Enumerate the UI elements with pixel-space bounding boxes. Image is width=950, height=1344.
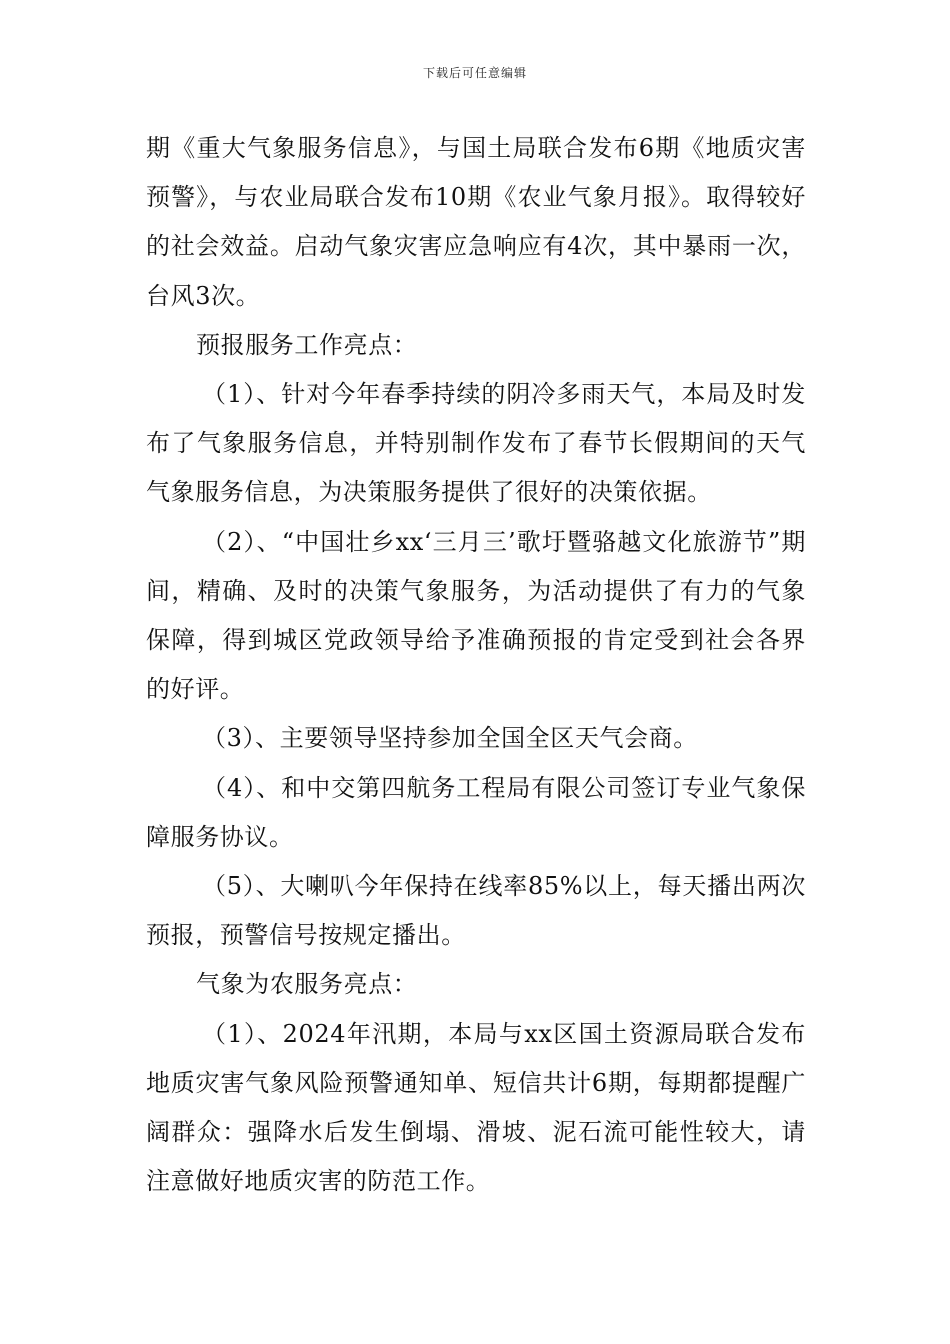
forecast-item-5: （5）、大喇叭今年保持在线率85%以上，每天播出两次预报，预警信号按规定播出。 bbox=[146, 872, 806, 950]
page-header: 下载后可任意编辑 bbox=[422, 66, 527, 80]
section-heading-forecast-highlights: 预报服务工作亮点： bbox=[196, 330, 418, 359]
section-heading-agriculture-highlights: 气象为农服务亮点： bbox=[196, 970, 418, 999]
forecast-item-4: （4）、和中交第四航务工程局有限公司签订专业气象保障服务协议。 bbox=[146, 773, 806, 851]
forecast-item-3: （3）、主要领导坚持参加全国全区天气会商。 bbox=[202, 724, 698, 753]
paragraph-continuation: 期《重大气象服务信息》，与国土局联合发布6期《地质灾害预警》，与农业局联合发布10期《农业气象月报》。取得较好的社会效益。启动气象灾害应急响应有4次，其中暴雨一次，台风3次。 bbox=[146, 134, 806, 310]
document-body bbox=[146, 124, 806, 1206]
forecast-item-1: （1）、针对今年春季持续的阴冷多雨天气，本局及时发布了气象服务信息，并特别制作发布了春节长假期间的天气气象服务信息，为决策服务提供了很好的决策依据。 bbox=[146, 380, 806, 507]
agriculture-item-1: （1）、2024年汛期，本局与xx区国土资源局联合发布地质灾害气象风险预警通知单、短信共计6期，每期都提醒广阔群众：强降水后发生倒塌、滑坡、泥石流可能性较大，请注意做好地质灾害的防范工作。 bbox=[146, 1019, 806, 1196]
forecast-item-2: （2）、“中国壮乡xx‘三月三’歌圩暨骆越文化旅游节”期间，精确、及时的决策气象服务，为活动提供了有力的气象保障，得到城区党政领导给予准确预报的肯定受到社会各界的好评。 bbox=[146, 527, 806, 704]
